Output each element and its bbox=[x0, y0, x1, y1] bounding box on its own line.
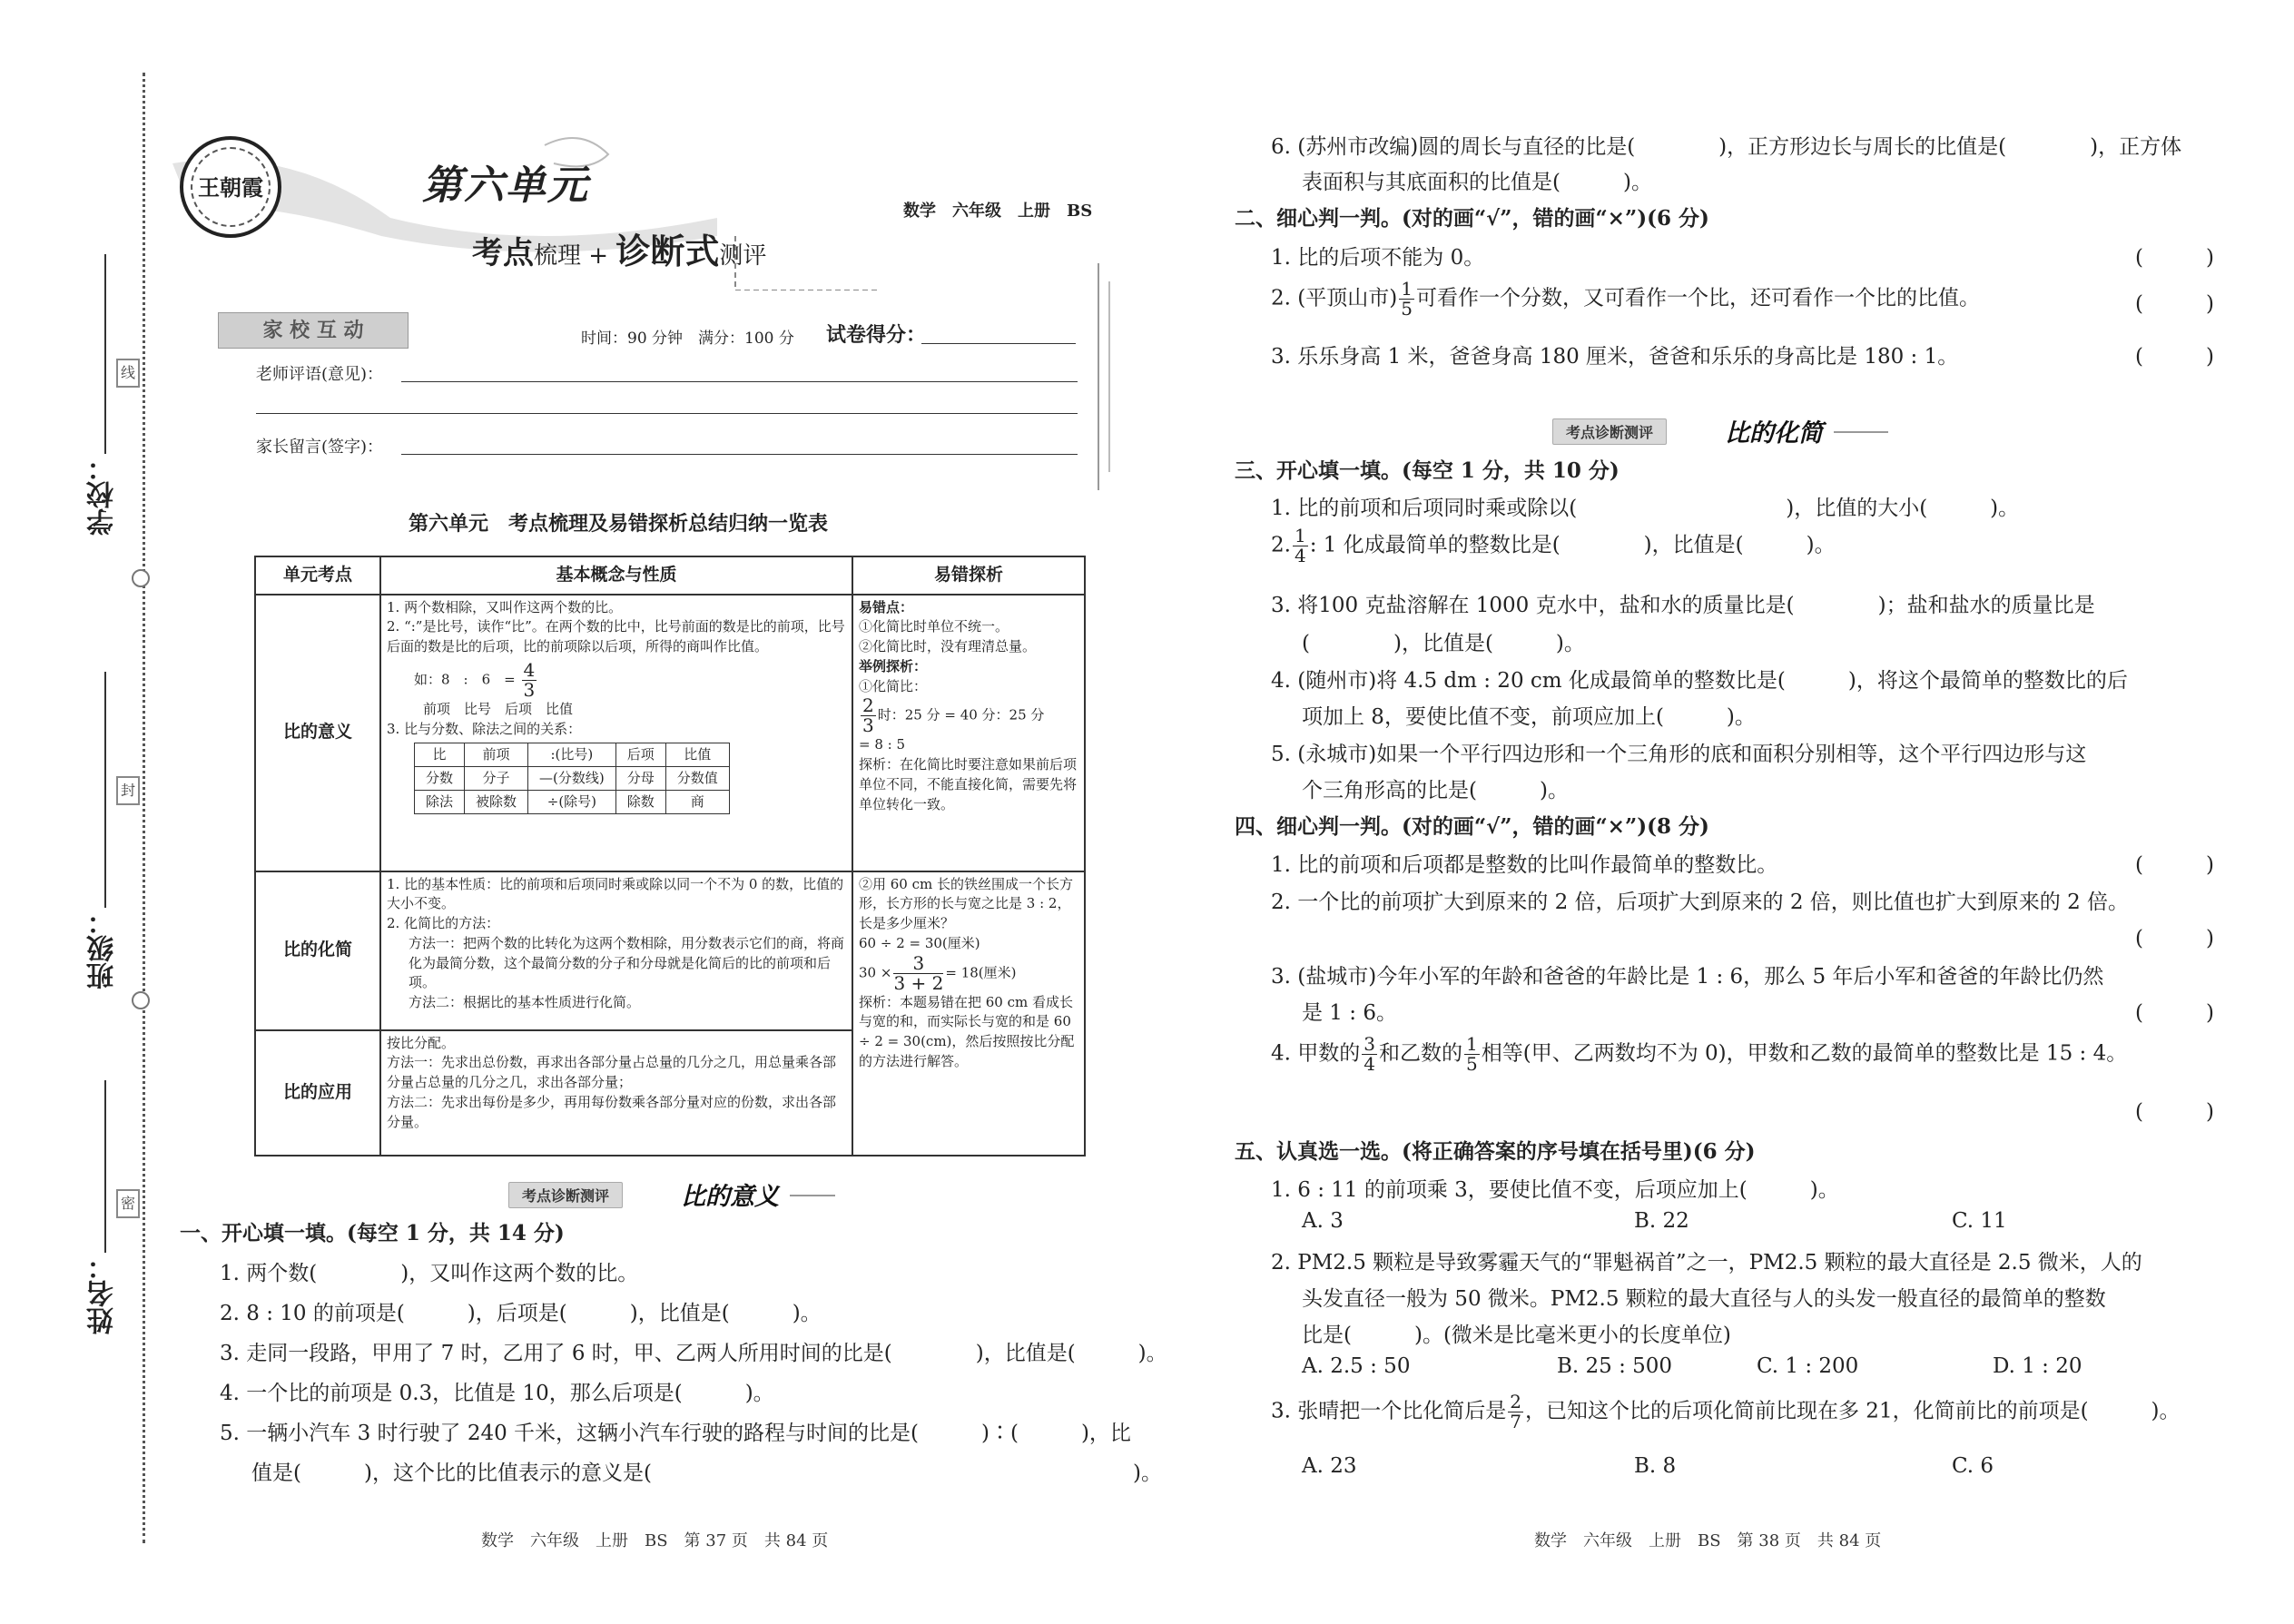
frac-den: 4 bbox=[1294, 545, 1306, 566]
judge-4-3: 3. (盐城市)今年小军的年龄和爸爸的年龄比是 1 : 6，那么 5 年后小军和爸爸的年龄比仍然 bbox=[1271, 965, 2104, 989]
banner-arrow bbox=[790, 1195, 835, 1196]
banner-arrow bbox=[1834, 431, 1888, 433]
choice-5-2: 2. PM2.5 颗粒是导致雾霾天气的“罪魁祸首”之一，PM2.5 颗粒的最大直径是 2.5 微米，人的 bbox=[1271, 1251, 2142, 1275]
unit-simplify: 比的化简 bbox=[255, 871, 380, 1030]
concept-text: 方法二：根据比的基本性质进行化简。 bbox=[409, 994, 641, 1011]
frac-num: 3 bbox=[1364, 1033, 1375, 1055]
choice-option[interactable]: B. 25 : 500 bbox=[1557, 1354, 1673, 1378]
banner-tag: 考点诊断测评 bbox=[508, 1182, 623, 1208]
logo-text: 王朝霞 bbox=[198, 174, 263, 201]
question-1-1: 1. 两个数( )，又叫作这两个数的比。 bbox=[220, 1262, 639, 1285]
error-text: 时：25 分 = 40 分：25 分 bbox=[877, 706, 1045, 723]
question-1-5: 5. 一辆小汽车 3 时行驶了 240 千米，这辆小汽车行驶的路程与时间的比是( )∶( )，比 bbox=[220, 1422, 1131, 1445]
error-text: 探析：本题易错在把 60 cm 看成长与宽的和，而实际长与宽的和是 60 ÷ 2 = 30(cm)，然后按照按比分配的方法进行解答。 bbox=[859, 993, 1075, 1069]
ratio-example-text: 如：8 : 6 = bbox=[414, 671, 516, 688]
concept-text: 3. 比与分数、除法之间的关系： bbox=[387, 720, 582, 737]
frac-num: 1 bbox=[1401, 278, 1413, 300]
header-concept: 基本概念与性质 bbox=[380, 556, 852, 595]
concept-text: 方法一：把两个数的比转化为这两个数相除，用分数表示它们的商，将商化为最简分数，这个最简分数的分子和分母就是化简后的比的前项和后项。 bbox=[409, 934, 845, 991]
fill-3-3-cont: ( )，比值是( )。 bbox=[1302, 632, 1585, 655]
error-text: ②用 60 cm 长的铁丝围成一个长方形，长方形的长与宽之比是 3 : 2，长是多少厘米？ bbox=[859, 875, 1074, 932]
choice-5-1: 1. 6 : 11 的前项乘 3，要使比值不变，后项应加上( )。 bbox=[1271, 1178, 1839, 1202]
fill-text: : 1 化成最简单的整数比是( )，比值是( )。 bbox=[1309, 533, 1836, 557]
section-3-title: 三、开心填一填。(每空 1 分，共 10 分) bbox=[1235, 458, 1620, 483]
frac-num: 2 bbox=[862, 694, 874, 717]
seal-mark-3: 密 bbox=[116, 1189, 140, 1218]
error-text: 60 ÷ 2 = 30(厘米) bbox=[859, 934, 980, 951]
relation-cell: 比 bbox=[415, 743, 465, 767]
fill-3-4: 4. (随州市)将 4.5 dm : 20 cm 化成最简单的整数比是( )，将这个最简单的整数比的后 bbox=[1271, 669, 2128, 693]
choice-5-2-cont: 头发直径一般为 50 微米。PM2.5 颗粒的最大直径与人的头发一般直径的最简单的整数 bbox=[1302, 1287, 2106, 1311]
binding-hole-icon bbox=[132, 991, 150, 1009]
judge-text: 相等(甲、乙两数均不为 0)，甲数和乙数的最简单的整数比是 15 : 4。 bbox=[1481, 1041, 2128, 1066]
name-label: 姓名： bbox=[87, 1253, 119, 1334]
fill-3-5: 5. (永城市)如果一个平行四边形和一个三角形的底和面积分别相等，这个平行四边形与这 bbox=[1271, 743, 2087, 766]
concept-text: 2. 化简比的方法： bbox=[387, 915, 500, 932]
relation-cell: 除法 bbox=[415, 791, 465, 814]
seal-mark-1: 线 bbox=[116, 359, 140, 388]
question-1-6-cont: 表面积与其底面积的比值是( )。 bbox=[1302, 171, 1652, 194]
fill-3-3: 3. 将100 克盐溶解在 1000 克水中，盐和水的质量比是( )；盐和盐水的质量比是 bbox=[1271, 594, 2095, 617]
frac-num: 3 bbox=[893, 954, 943, 974]
left-footer: 数学 六年级 上册 BS 第 37 页 共 84 页 bbox=[481, 1531, 829, 1550]
binding-hole-icon bbox=[132, 569, 150, 587]
choice-option[interactable]: C. 6 bbox=[1952, 1454, 1994, 1478]
concept-apply bbox=[380, 1030, 852, 1156]
error-text: ①化简比时单位不统一。 bbox=[859, 618, 1009, 635]
relation-cell: —(分数线) bbox=[528, 767, 616, 791]
section-2-title: 二、细心判一判。(对的画“√”，错的画“×”)(6 分) bbox=[1235, 206, 1709, 231]
frac-den: 5 bbox=[1401, 298, 1413, 320]
choice-option[interactable]: A. 2.5 : 50 bbox=[1302, 1354, 1411, 1378]
concept-text: 方法二：先求出每份是多少，再用每份数乘各部分量对应的份数，求出各部分量。 bbox=[387, 1093, 837, 1130]
banner-tag: 考点诊断测评 bbox=[1552, 418, 1667, 445]
name-line bbox=[104, 1080, 106, 1253]
frac-den: 3 bbox=[523, 678, 536, 701]
score-blank[interactable] bbox=[921, 343, 1076, 344]
choice-5-3 bbox=[1271, 1393, 2181, 1432]
binding-strip bbox=[0, 0, 145, 1624]
subtitle-b: 梳理 + bbox=[534, 242, 616, 270]
judge-text: 4. 甲数的 bbox=[1271, 1041, 1361, 1066]
score-label: 试卷得分： bbox=[826, 323, 927, 347]
question-1-6: 6. (苏州市改编)圆的周长与直径的比是( )，正方形边长与周长的比值是( )，正方体 bbox=[1271, 135, 2182, 159]
error-text: 30 × bbox=[859, 964, 892, 981]
relation-row bbox=[415, 743, 730, 767]
header-unit: 单元考点 bbox=[255, 556, 380, 595]
frac-num: 4 bbox=[523, 658, 536, 681]
relation-cell: 比值 bbox=[665, 743, 729, 767]
relation-table bbox=[414, 743, 730, 814]
relation-cell: 分数 bbox=[415, 767, 465, 791]
choice-option[interactable]: C. 11 bbox=[1952, 1209, 2007, 1233]
fill-3-5-cont: 个三角形高的比是( )。 bbox=[1302, 779, 1569, 802]
cut-line bbox=[143, 73, 145, 1543]
fill-3-2 bbox=[1271, 527, 1836, 566]
fraction bbox=[1508, 1393, 1523, 1432]
subtitle-a: 考点 bbox=[472, 235, 534, 271]
choice-text: ，已知这个比的后项化简前比现在多 21，化简前比的前项是( )。 bbox=[1525, 1399, 2181, 1423]
choice-option[interactable]: B. 8 bbox=[1634, 1454, 1677, 1478]
error-calc bbox=[859, 951, 1078, 994]
fill-text: 2. bbox=[1271, 533, 1291, 557]
fraction bbox=[1464, 1035, 1480, 1074]
choice-option[interactable]: D. 1 : 20 bbox=[1993, 1354, 2082, 1378]
right-footer: 数学 六年级 上册 BS 第 38 页 共 84 页 bbox=[1534, 1531, 1882, 1550]
concept-simplify bbox=[380, 871, 852, 1030]
concept-text: 1. 两个数相除，又叫作这两个数的比。 bbox=[387, 598, 623, 615]
fill-3-1: 1. 比的前项和后项同时乘或除以( )，比值的大小( )。 bbox=[1271, 497, 2020, 520]
relation-cell: 分子 bbox=[465, 767, 528, 791]
choice-option[interactable]: C. 1 : 200 bbox=[1757, 1354, 1859, 1378]
subtitle-d: 测评 bbox=[719, 242, 767, 270]
book-info: 数学 六年级 上册 BS bbox=[903, 202, 1093, 221]
summary-title: 第六单元 考点梳理及易错探析总结归纳一览表 bbox=[409, 512, 829, 536]
relation-cell: :(比号) bbox=[528, 743, 616, 767]
frac-num: 1 bbox=[1294, 525, 1306, 546]
error-text: = 8 : 5 bbox=[859, 736, 906, 753]
choice-option[interactable]: B. 22 bbox=[1634, 1209, 1689, 1233]
school-label: 学校： bbox=[87, 454, 119, 536]
seal-mark-2: 封 bbox=[116, 776, 140, 805]
error-text: 举例探析： bbox=[859, 657, 928, 674]
relation-cell: 后项 bbox=[615, 743, 665, 767]
banner-meaning bbox=[508, 1176, 835, 1211]
question-1-3: 3. 走同一段路，甲用了 7 时，乙用了 6 时，甲、乙两人所用时间的比是( )，比值是( )。 bbox=[220, 1342, 1167, 1365]
question-1-4: 4. 一个比的前项是 0.3，比值是 10，那么后项是( )。 bbox=[220, 1382, 774, 1405]
logo-seal bbox=[180, 136, 281, 238]
errors-meaning bbox=[852, 595, 1085, 871]
answer-paren[interactable]: ( ) bbox=[2135, 292, 2214, 316]
frac-den: 5 bbox=[1466, 1053, 1478, 1075]
header-subtitle bbox=[472, 223, 766, 273]
section-1-title: 一、开心填一填。(每空 1 分，共 14 分) bbox=[180, 1221, 565, 1245]
school-line bbox=[104, 254, 106, 454]
question-1-5-cont: 值是( )，这个比的比值表示的意义是( bbox=[251, 1462, 652, 1485]
corner-decoration bbox=[1089, 263, 1144, 499]
judge-4-4 bbox=[1271, 1035, 2127, 1074]
judge-text: 2. (平顶山市) bbox=[1271, 286, 1398, 310]
judge-2-1: 1. 比的后项不能为 0。 bbox=[1271, 246, 1485, 270]
error-fraction bbox=[893, 951, 944, 994]
fill-3-4-cont: 项加上 8，要使比值不变，前项应加上( )。 bbox=[1302, 705, 1756, 729]
teacher-comment-line[interactable] bbox=[401, 381, 1078, 382]
error-text: 探析：在化简比时要注意如果前后项单位不同，不能直接化简，需要先将单位转化一致。 bbox=[859, 756, 1078, 812]
judge-4-1: 1. 比的前项和后项都是整数的比叫作最简单的整数比。 bbox=[1271, 853, 1778, 877]
judge-text: 可看作一个分数，又可看作一个比，还可看作一个比的比值。 bbox=[1415, 286, 1980, 310]
errors-simplify bbox=[852, 871, 1085, 1156]
teacher-comment-line-2[interactable] bbox=[256, 413, 1078, 414]
frac-den: 4 bbox=[1364, 1053, 1375, 1075]
unit-title: 第六单元 bbox=[422, 162, 589, 209]
frac-den: 3 bbox=[862, 714, 874, 737]
jiaxiao-tag: 家 校 互 动 bbox=[218, 312, 409, 349]
concept-meaning bbox=[380, 595, 852, 871]
relation-cell: 分数值 bbox=[665, 767, 729, 791]
relation-row bbox=[415, 767, 730, 791]
class-label: 班级： bbox=[87, 908, 119, 989]
answer-paren[interactable]: ( ) bbox=[2135, 927, 2214, 950]
choice-option[interactable]: A. 23 bbox=[1302, 1454, 1357, 1478]
frac-num: 2 bbox=[1510, 1391, 1521, 1412]
relation-cell: 商 bbox=[665, 791, 729, 814]
header-errors: 易错探析 bbox=[852, 556, 1085, 595]
error-text: = 18(厘米) bbox=[945, 964, 1017, 981]
error-example bbox=[859, 696, 1078, 735]
concept-text: 2. “:”是比号，读作“比”。在两个数的比中，比号前面的数是比的前项，比号后面的数是比的后项，比的前项除以后项，所得的商叫作比值。 bbox=[387, 618, 845, 655]
relation-cell: 分母 bbox=[615, 767, 665, 791]
choice-option[interactable]: A. 3 bbox=[1302, 1209, 1344, 1233]
error-fraction bbox=[861, 696, 876, 735]
concept-text: 1. 比的基本性质：比的前项和后项同时乘或除以同一个不为 0 的数，比值的大小不变。 bbox=[387, 875, 844, 912]
frac-num: 1 bbox=[1466, 1033, 1478, 1055]
concept-text: 按比分配。 bbox=[387, 1034, 456, 1051]
unit-apply: 比的应用 bbox=[255, 1030, 380, 1156]
frac-den: 7 bbox=[1510, 1411, 1521, 1432]
parent-comment-line[interactable] bbox=[401, 454, 1078, 455]
summary-row-meaning bbox=[255, 595, 1085, 871]
summary-table bbox=[254, 556, 1086, 1156]
section-4-title: 四、细心判一判。(对的画“√”，错的画“×”)(8 分) bbox=[1235, 814, 1709, 839]
error-text: ①化简比： bbox=[859, 677, 928, 694]
answer-paren[interactable]: ( ) bbox=[2135, 1100, 2214, 1124]
relation-cell: 被除数 bbox=[465, 791, 528, 814]
error-text: ②化简比时，没有理清总量。 bbox=[859, 638, 1037, 655]
relation-cell: 除数 bbox=[615, 791, 665, 814]
ratio-example-fraction bbox=[522, 658, 537, 701]
ratio-labels: 前项 比号 后项 比值 bbox=[423, 700, 574, 717]
unit-meaning: 比的意义 bbox=[255, 595, 380, 871]
answer-paren[interactable]: ( ) bbox=[2135, 345, 2214, 369]
judge-4-3-cont: 是 1 : 6。 bbox=[1302, 1001, 1397, 1025]
section-5-title: 五、认真选一选。(将正确答案的序号填在括号里)(6 分) bbox=[1235, 1139, 1756, 1164]
banner-title: 比的意义 bbox=[681, 1183, 779, 1211]
question-1-2: 2. 8 : 10 的前项是( )，后项是( )，比值是( )。 bbox=[220, 1302, 822, 1325]
summary-header-row bbox=[255, 556, 1085, 595]
judge-2-3: 3. 乐乐身高 1 米，爸爸身高 180 厘米，爸爸和乐乐的身高比是 180 : 1。 bbox=[1271, 345, 1959, 369]
relation-cell: ÷(除号) bbox=[528, 791, 616, 814]
fraction bbox=[1293, 527, 1308, 566]
error-text: 易错点： bbox=[859, 598, 914, 615]
judge-text: 和乙数的 bbox=[1379, 1041, 1462, 1066]
judge-4-2: 2. 一个比的前项扩大到原来的 2 倍，后项扩大到原来的 2 倍，则比值也扩大到原来的 2 倍。 bbox=[1271, 891, 2130, 914]
teacher-comment-label: 老师评语(意见)： bbox=[256, 365, 384, 384]
answer-paren[interactable]: ( ) bbox=[2135, 853, 2214, 877]
parent-comment-label: 家长留言(签字)： bbox=[256, 438, 384, 457]
answer-paren[interactable]: ( ) bbox=[2135, 1001, 2214, 1025]
subtitle-c: 诊断式 bbox=[615, 231, 720, 271]
judge-2-2 bbox=[1271, 280, 1980, 319]
class-line bbox=[104, 672, 106, 908]
choice-text: 3. 张晴把一个比化简后是 bbox=[1271, 1399, 1507, 1423]
fraction bbox=[1399, 280, 1414, 319]
answer-paren[interactable]: ( ) bbox=[2135, 246, 2214, 270]
relation-cell: 前项 bbox=[465, 743, 528, 767]
fraction bbox=[1362, 1035, 1377, 1074]
ratio-example bbox=[414, 658, 846, 701]
choice-5-2-cont2: 比是( )。(微米是比毫米更小的长度单位) bbox=[1302, 1324, 1731, 1347]
exam-time: 时间：90 分钟 满分：100 分 bbox=[581, 330, 794, 348]
frac-den: 3 + 2 bbox=[893, 971, 944, 994]
question-1-5-end: )。 bbox=[1133, 1462, 1162, 1485]
concept-text: 方法一：先求出总份数，再求出各部分量占总量的几分之几，用总量乘各部分量占总量的几分之几，求出各部分量； bbox=[387, 1054, 837, 1091]
banner-simplify bbox=[1552, 413, 1897, 448]
relation-row bbox=[415, 791, 730, 814]
banner-title: 比的化简 bbox=[1725, 419, 1823, 448]
summary-row-simplify bbox=[255, 871, 1085, 1030]
